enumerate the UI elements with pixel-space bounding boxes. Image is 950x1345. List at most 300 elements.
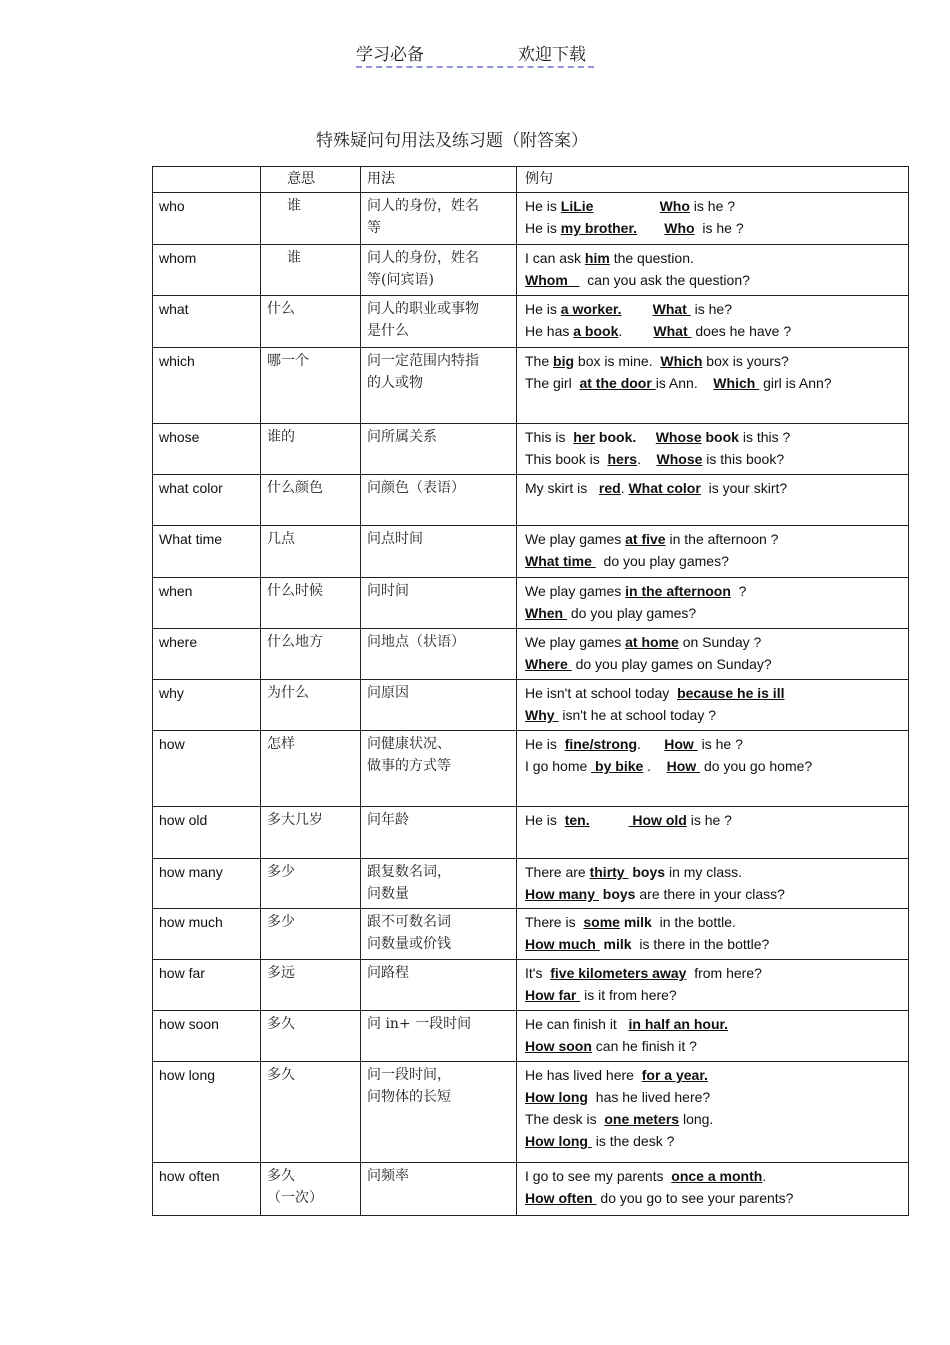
- header-cell-word: [153, 167, 261, 193]
- usage-cell: [361, 859, 517, 909]
- meaning-line: 怎样: [267, 736, 295, 752]
- table-row: [153, 1062, 909, 1163]
- answer-underline: hers: [607, 451, 638, 467]
- example-text: .: [643, 758, 667, 774]
- table-row: [153, 296, 909, 348]
- usage-line: 问数量或价钱: [367, 936, 451, 952]
- example-text: is Ann.: [655, 375, 714, 391]
- usage-line: 问 in+ 一段时间: [367, 1016, 472, 1032]
- example-text: He can finish it: [525, 1016, 629, 1032]
- example-cell: [517, 909, 909, 960]
- usage-cell: [361, 245, 517, 296]
- example-text: It's: [525, 965, 551, 981]
- table-row: [153, 909, 909, 960]
- example-cell: [517, 296, 909, 348]
- usage-cell: [361, 909, 517, 960]
- example-text: The desk is: [525, 1111, 605, 1127]
- example-sentence: [525, 350, 902, 372]
- example-cell: [517, 245, 909, 296]
- table-row: [153, 1011, 909, 1062]
- example-cell: [517, 193, 909, 245]
- example-text: We play games: [525, 531, 626, 547]
- example-cell: [517, 1163, 909, 1216]
- example-sentence: [525, 733, 902, 755]
- example-text: .: [637, 736, 665, 752]
- example-sentence: [525, 1086, 902, 1108]
- table-row: [153, 245, 909, 296]
- usage-line: 问点时间: [367, 531, 423, 547]
- example-text: There is: [525, 914, 584, 930]
- example-sentence: [525, 320, 902, 342]
- answer-underline: When: [525, 605, 567, 621]
- answer-underline: big: [553, 353, 575, 369]
- question-word-cell: how often: [153, 1163, 261, 1216]
- example-text: do you play games on Sunday?: [571, 656, 772, 672]
- answer-underline: at home: [625, 634, 679, 650]
- meaning-cell: [261, 859, 361, 909]
- usage-cell: [361, 1163, 517, 1216]
- meaning-cell: [261, 1163, 361, 1216]
- answer-underline: What time: [525, 553, 596, 569]
- usage-cell: [361, 731, 517, 807]
- answer-underline: LiLie: [560, 198, 594, 214]
- example-sentence: [525, 528, 902, 550]
- example-text: in the afternoon ?: [665, 531, 779, 547]
- example-sentence: [525, 984, 902, 1006]
- example-text: milk: [619, 914, 652, 930]
- example-sentence: [525, 1013, 902, 1035]
- example-text: He has lived here: [525, 1067, 642, 1083]
- usage-line: 跟不可数名词: [367, 914, 451, 930]
- example-cell: [517, 629, 909, 680]
- meaning-line: 谁的: [267, 429, 295, 445]
- example-text: He is: [525, 198, 561, 214]
- header-cell-example: 例句: [517, 167, 909, 193]
- meaning-cell: [261, 1062, 361, 1163]
- example-text: book: [701, 429, 739, 445]
- answer-underline: How much: [525, 936, 600, 952]
- meaning-cell: [261, 193, 361, 245]
- example-text: is this book?: [702, 451, 785, 467]
- answer-underline: Which: [660, 353, 703, 369]
- question-word-cell: how: [153, 731, 261, 807]
- answer-underline: Why: [525, 707, 559, 723]
- example-sentence: [525, 550, 902, 572]
- question-word-cell: how much: [153, 909, 261, 960]
- example-cell: [517, 578, 909, 629]
- example-text: My skirt is: [525, 480, 599, 496]
- usage-cell: [361, 348, 517, 424]
- answer-underline: once a month: [671, 1168, 763, 1184]
- table-row: [153, 731, 909, 807]
- meaning-line: 什么颜色: [267, 480, 323, 496]
- question-word-cell: which: [153, 348, 261, 424]
- usage-line: 等(问宾语): [367, 272, 434, 288]
- example-text: I can ask: [525, 250, 585, 266]
- table-row: [153, 960, 909, 1011]
- answer-underline: her: [573, 429, 596, 445]
- meaning-cell: [261, 348, 361, 424]
- meaning-cell: [261, 909, 361, 960]
- usage-line: 问数量: [367, 886, 409, 902]
- usage-line: 做事的方式等: [367, 758, 451, 774]
- example-cell: [517, 731, 909, 807]
- question-word-table: [152, 166, 909, 1216]
- example-text: We play games: [525, 583, 626, 599]
- example-sentence: [525, 1130, 902, 1152]
- example-text: long.: [679, 1111, 714, 1127]
- example-text: is he ?: [697, 736, 743, 752]
- table-row: [153, 424, 909, 475]
- example-text: He is: [525, 812, 565, 828]
- example-text: [590, 812, 629, 828]
- example-sentence: [525, 1187, 902, 1209]
- meaning-cell: [261, 629, 361, 680]
- answer-underline: red: [598, 480, 621, 496]
- header-cell-meaning: 意思: [261, 167, 361, 193]
- answer-underline: What: [653, 323, 692, 339]
- meaning-line: 多少: [267, 914, 295, 930]
- header-cell-usage: 用法: [361, 167, 517, 193]
- example-cell: [517, 1062, 909, 1163]
- example-text: He has: [525, 323, 574, 339]
- usage-line: 问一段时间，: [367, 1067, 451, 1083]
- answer-underline: Which: [713, 375, 760, 391]
- meaning-line: 多远: [267, 965, 295, 981]
- example-cell: [517, 859, 909, 909]
- answer-underline: How far: [525, 987, 581, 1003]
- answer-underline: Whose: [655, 429, 702, 445]
- example-sentence: [525, 1108, 902, 1130]
- example-sentence: [525, 861, 902, 883]
- usage-line: 问颜色（表语）: [367, 480, 465, 496]
- example-sentence: [525, 247, 902, 269]
- page-header: [356, 40, 594, 68]
- question-word-cell: who: [153, 193, 261, 245]
- meaning-cell: [261, 424, 361, 475]
- table-row: [153, 578, 909, 629]
- example-text: .: [762, 1168, 767, 1184]
- example-sentence: [525, 653, 902, 675]
- answer-underline: How old: [628, 812, 687, 828]
- meaning-line: 哪一个: [267, 353, 309, 369]
- example-text: boys: [628, 864, 666, 880]
- example-text: do you go home?: [700, 758, 813, 774]
- example-sentence: [525, 448, 902, 470]
- example-sentence: [525, 580, 902, 602]
- usage-cell: [361, 193, 517, 245]
- example-text: .: [618, 323, 654, 339]
- meaning-cell: [261, 1011, 361, 1062]
- usage-line: 是什么: [367, 323, 409, 339]
- example-text: do you play games?: [595, 553, 729, 569]
- question-word-cell: how long: [153, 1062, 261, 1163]
- example-sentence: [525, 477, 902, 499]
- example-text: does he have ?: [691, 323, 792, 339]
- document-title: 特殊疑问句用法及练习题（附答案）: [316, 131, 588, 151]
- usage-line: 问原因: [367, 685, 409, 701]
- example-text: The: [525, 353, 554, 369]
- usage-cell: [361, 680, 517, 731]
- usage-line: 问物体的长短: [367, 1089, 451, 1105]
- example-text: is he ?: [694, 220, 744, 236]
- meaning-cell: [261, 526, 361, 578]
- answer-underline: for a year.: [641, 1067, 708, 1083]
- usage-line: 问健康状况、: [367, 736, 451, 752]
- example-sentence: [525, 631, 902, 653]
- meaning-cell: [261, 296, 361, 348]
- meaning-line: 多少: [267, 864, 295, 880]
- question-word-cell: why: [153, 680, 261, 731]
- usage-line: 问地点（状语）: [367, 634, 465, 650]
- example-text: [593, 198, 659, 214]
- example-sentence: [525, 1064, 902, 1086]
- example-cell: [517, 1011, 909, 1062]
- usage-cell: [361, 424, 517, 475]
- example-text: is it from here?: [580, 987, 677, 1003]
- meaning-cell: [261, 475, 361, 526]
- example-text: is your skirt?: [700, 480, 788, 496]
- example-text: isn't he at school today ?: [558, 707, 717, 723]
- example-text: milk: [599, 936, 632, 952]
- example-sentence: [525, 217, 902, 239]
- usage-line: 跟复数名词，: [367, 864, 451, 880]
- answer-underline: How long: [525, 1133, 592, 1149]
- answer-underline: Whose: [656, 451, 703, 467]
- example-sentence: [525, 883, 902, 905]
- meaning-line: 多久: [267, 1168, 295, 1184]
- example-sentence: [525, 602, 902, 624]
- answer-underline: How: [666, 758, 701, 774]
- answer-underline: a book: [573, 323, 619, 339]
- header-right-text: 欢迎下载: [518, 45, 586, 65]
- example-text: There are: [525, 864, 590, 880]
- answer-underline: him: [584, 250, 610, 266]
- example-sentence: [525, 809, 902, 831]
- example-text: can he finish it ?: [591, 1038, 697, 1054]
- example-cell: [517, 424, 909, 475]
- answer-underline: my brother.: [560, 220, 638, 236]
- example-text: He isn't at school today: [525, 685, 678, 701]
- usage-line: 问时间: [367, 583, 409, 599]
- usage-line: 问年龄: [367, 812, 409, 828]
- answer-underline: Where: [525, 656, 572, 672]
- answer-underline: Whom: [525, 272, 580, 288]
- example-text: I go to see my parents: [525, 1168, 672, 1184]
- meaning-line: 为什么: [267, 685, 309, 701]
- meaning-line: 多久: [267, 1016, 295, 1032]
- example-text: We play games: [525, 634, 626, 650]
- answer-underline: How often: [525, 1190, 597, 1206]
- example-sentence: [525, 298, 902, 320]
- example-text: is he?: [690, 301, 732, 317]
- table-header-row: [153, 167, 909, 193]
- usage-line: 的人或物: [367, 375, 423, 391]
- header-left-text: 学习必备: [356, 45, 424, 65]
- table-row: [153, 193, 909, 245]
- example-cell: [517, 348, 909, 424]
- usage-cell: [361, 1011, 517, 1062]
- example-text: ?: [730, 583, 747, 599]
- example-text: do you go to see your parents?: [596, 1190, 794, 1206]
- meaning-line: 谁: [287, 198, 301, 214]
- table-row: [153, 680, 909, 731]
- answer-underline: How many: [525, 886, 599, 902]
- meaning-cell: [261, 245, 361, 296]
- example-text: boys: [598, 886, 636, 902]
- usage-cell: [361, 526, 517, 578]
- table-row: [153, 1163, 909, 1216]
- example-sentence: [525, 1035, 902, 1057]
- question-word-cell: how many: [153, 859, 261, 909]
- table-row: [153, 807, 909, 859]
- example-cell: [517, 526, 909, 578]
- question-word-cell: how soon: [153, 1011, 261, 1062]
- example-text: in the bottle.: [651, 914, 736, 930]
- answer-underline: ten.: [564, 812, 590, 828]
- answer-underline: What: [652, 301, 691, 317]
- example-text: [637, 220, 664, 236]
- answer-underline: How long: [525, 1089, 588, 1105]
- answer-underline: by bike: [591, 758, 644, 774]
- answer-underline: Who: [664, 220, 695, 236]
- example-cell: [517, 960, 909, 1011]
- example-sentence: [525, 933, 902, 955]
- question-word-cell: what: [153, 296, 261, 348]
- example-sentence: [525, 195, 902, 217]
- question-word-cell: when: [153, 578, 261, 629]
- table-row: [153, 629, 909, 680]
- example-text: He is: [525, 736, 565, 752]
- answer-underline: How soon: [525, 1038, 592, 1054]
- meaning-cell: [261, 578, 361, 629]
- usage-line: 问人的职业或事物: [367, 301, 479, 317]
- answer-underline: at the door: [579, 375, 656, 391]
- example-text: is there in the bottle?: [631, 936, 770, 952]
- meaning-line: 谁: [287, 250, 301, 266]
- question-word-cell: What time: [153, 526, 261, 578]
- example-cell: [517, 475, 909, 526]
- answer-underline: Who: [659, 198, 690, 214]
- question-word-cell: whom: [153, 245, 261, 296]
- usage-line: 问频率: [367, 1168, 409, 1184]
- usage-cell: [361, 475, 517, 526]
- meaning-line: 什么: [267, 301, 295, 317]
- table-row: [153, 526, 909, 578]
- meaning-line: 多大几岁: [267, 812, 323, 828]
- usage-cell: [361, 296, 517, 348]
- meaning-line: 几点: [267, 531, 295, 547]
- example-sentence: [525, 911, 902, 933]
- answer-underline: What color: [628, 480, 701, 496]
- example-sentence: [525, 426, 902, 448]
- usage-cell: [361, 960, 517, 1011]
- example-sentence: [525, 755, 902, 777]
- usage-line: 问路程: [367, 965, 409, 981]
- example-sentence: [525, 704, 902, 726]
- usage-cell: [361, 807, 517, 859]
- example-text: in my class.: [665, 864, 743, 880]
- example-sentence: [525, 1165, 902, 1187]
- example-text: is he ?: [689, 198, 736, 214]
- example-text: box is mine.: [574, 353, 661, 369]
- answer-underline: in the afternoon: [625, 583, 731, 599]
- usage-cell: [361, 1062, 517, 1163]
- table-row: [153, 859, 909, 909]
- answer-underline: some: [583, 914, 620, 930]
- example-text: box is yours?: [702, 353, 789, 369]
- usage-line: 问人的身份，姓名: [367, 198, 479, 214]
- question-word-cell: whose: [153, 424, 261, 475]
- example-text: [636, 429, 655, 445]
- example-text: is the desk ?: [591, 1133, 675, 1149]
- example-text: is this ?: [738, 429, 791, 445]
- example-text: on Sunday ?: [678, 634, 762, 650]
- usage-line: 问一定范围内特指: [367, 353, 479, 369]
- example-text: do you play games?: [567, 605, 697, 621]
- example-text: can you ask the question?: [579, 272, 750, 288]
- answer-underline: five kilometers away: [550, 965, 687, 981]
- example-text: He is: [525, 301, 561, 317]
- usage-cell: [361, 578, 517, 629]
- question-word-cell: how far: [153, 960, 261, 1011]
- table-row: [153, 348, 909, 424]
- example-cell: [517, 680, 909, 731]
- meaning-cell: [261, 731, 361, 807]
- example-sentence: [525, 682, 902, 704]
- example-text: the question.: [609, 250, 694, 266]
- answer-underline: one meters: [604, 1111, 680, 1127]
- meaning-line: 什么时候: [267, 583, 323, 599]
- question-word-cell: what color: [153, 475, 261, 526]
- meaning-cell: [261, 807, 361, 859]
- example-sentence: [525, 962, 902, 984]
- example-text: .: [637, 451, 657, 467]
- example-sentence: [525, 372, 902, 394]
- usage-line: 问所属关系: [367, 429, 437, 445]
- answer-underline: fine/strong: [564, 736, 638, 752]
- table-row: [153, 475, 909, 526]
- example-text: has he lived here?: [588, 1089, 711, 1105]
- answer-underline: because he is ill: [677, 685, 785, 701]
- example-cell: [517, 807, 909, 859]
- answer-underline: How: [664, 736, 698, 752]
- usage-line: 等: [367, 220, 381, 236]
- example-text: are there in your class?: [635, 886, 785, 902]
- usage-cell: [361, 629, 517, 680]
- example-text: He is: [525, 220, 561, 236]
- answer-underline: in half an hour.: [628, 1016, 729, 1032]
- answer-underline: thirty: [589, 864, 629, 880]
- example-text: girl is Ann?: [759, 375, 832, 391]
- meaning-cell: [261, 680, 361, 731]
- answer-underline: at five: [625, 531, 666, 547]
- meaning-line: 多久: [267, 1067, 295, 1083]
- example-text: book.: [595, 429, 637, 445]
- meaning-cell: [261, 960, 361, 1011]
- example-text: from here?: [686, 965, 762, 981]
- question-word-cell: where: [153, 629, 261, 680]
- example-text: This is: [525, 429, 574, 445]
- example-sentence: [525, 269, 902, 291]
- meaning-line: （一次）: [267, 1190, 323, 1206]
- example-text: I go home: [525, 758, 592, 774]
- meaning-line: 什么地方: [267, 634, 323, 650]
- example-text: [622, 301, 653, 317]
- example-text: The girl: [525, 375, 580, 391]
- example-text: is he ?: [686, 812, 732, 828]
- usage-line: 问人的身份，姓名: [367, 250, 479, 266]
